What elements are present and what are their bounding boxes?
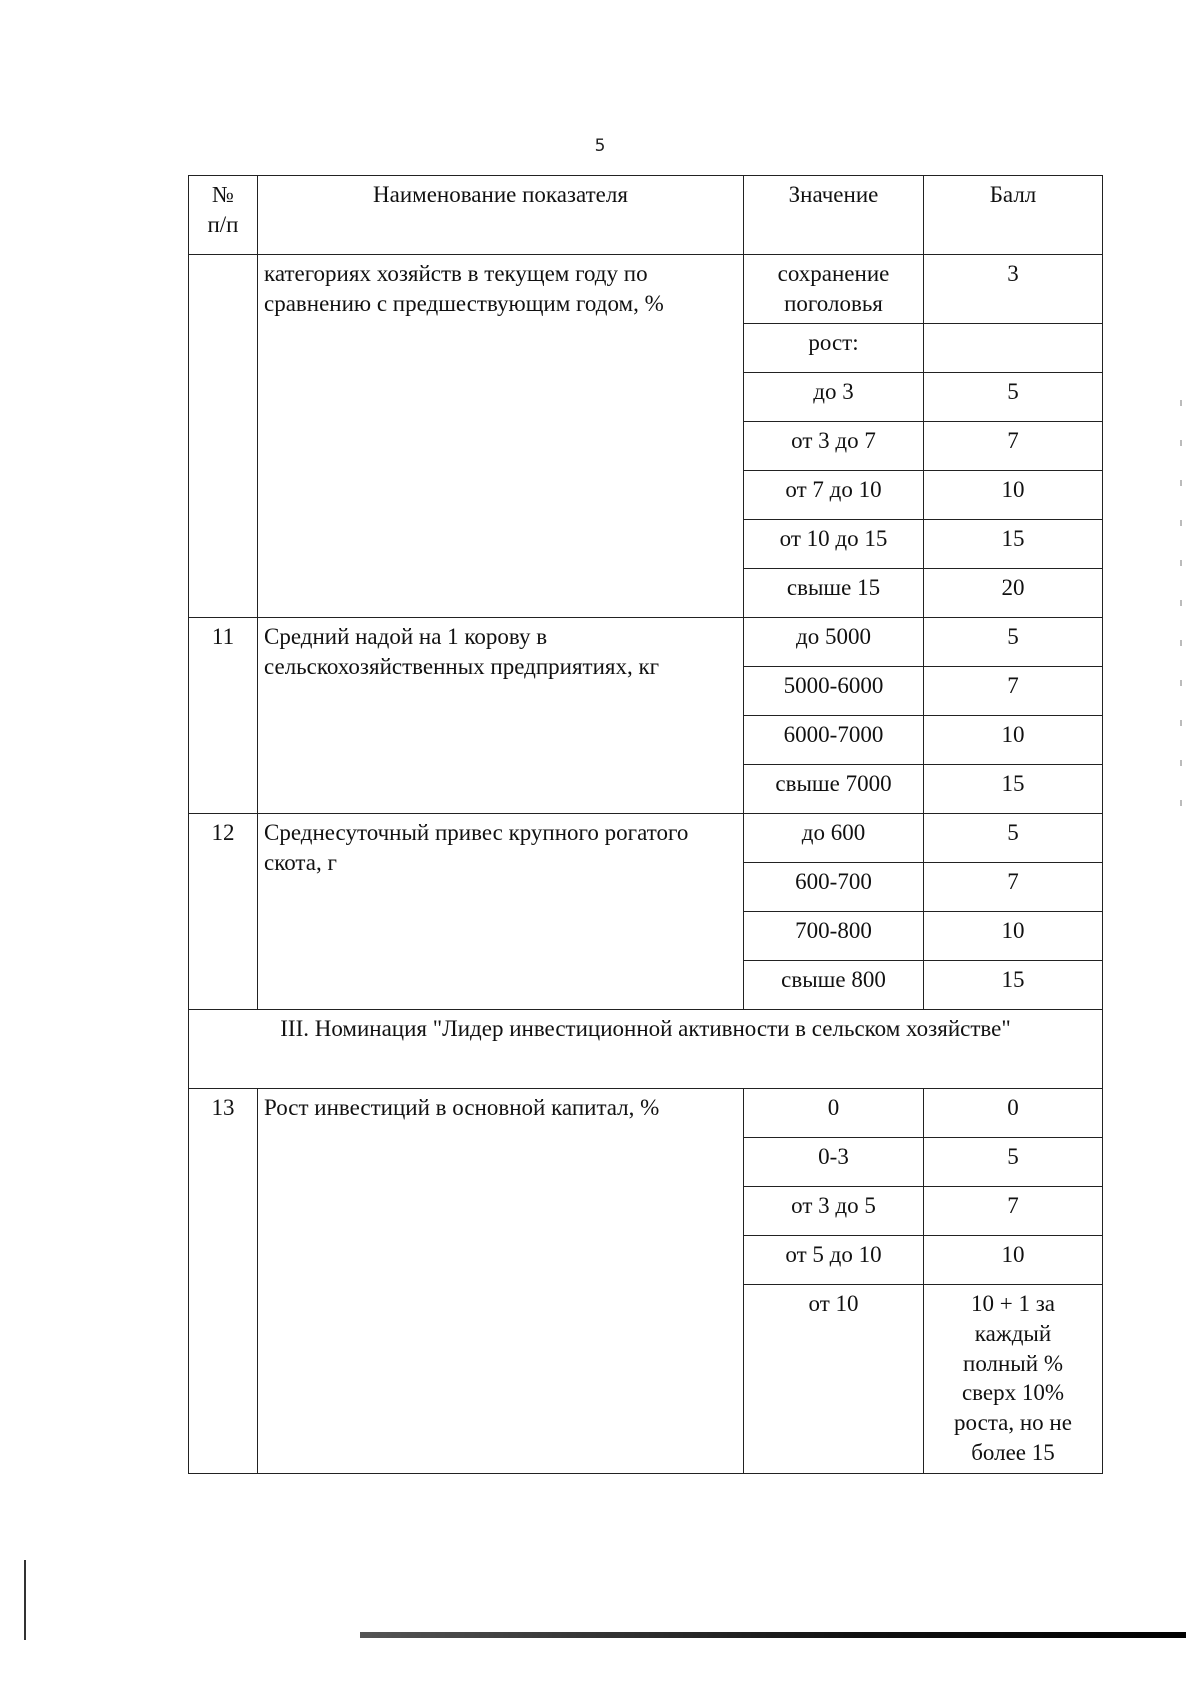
row-num-cell: 11 <box>189 617 258 813</box>
page-number: 5 <box>594 136 606 156</box>
score-cell: 7 <box>924 421 1103 470</box>
score-cell: 10 <box>924 911 1103 960</box>
score-cell: 15 <box>924 960 1103 1009</box>
indicator-name: Рост инвестиций в основной капитал, % <box>258 1088 744 1473</box>
score-cell: 7 <box>924 862 1103 911</box>
score-cell <box>924 323 1103 372</box>
value-cell: свыше 800 <box>744 960 924 1009</box>
score-cell: 15 <box>924 764 1103 813</box>
score-cell: 10 <box>924 470 1103 519</box>
header-name: Наименование показателя <box>258 176 744 255</box>
scan-edge-mark <box>24 1560 26 1640</box>
value-cell: от 10 до 15 <box>744 519 924 568</box>
score-cell: 10 + 1 за каждый полный % сверх 10% роста, но не более 15 <box>924 1284 1103 1473</box>
section-title: III. Номинация "Лидер инвестиционной активности в сельском хозяйстве" <box>189 1009 1103 1088</box>
indicator-name: Средний надой на 1 корову в сельскохозяйственных предприятиях, кг <box>258 617 744 813</box>
criteria-table <box>188 175 1103 1474</box>
value-cell: до 5000 <box>744 617 924 666</box>
section-heading-row <box>189 1009 1103 1088</box>
scan-bottom-bar <box>360 1632 1186 1638</box>
indicator-name: Среднесуточный привес крупного рогатого скота, г <box>258 813 744 1009</box>
value-cell: 600-700 <box>744 862 924 911</box>
score-cell: 10 <box>924 1235 1103 1284</box>
header-score: Балл <box>924 176 1103 255</box>
value-cell: от 3 до 7 <box>744 421 924 470</box>
row-num-cell <box>189 255 258 618</box>
value-cell: от 10 <box>744 1284 924 1473</box>
header-value: Значение <box>744 176 924 255</box>
header-num-text: № п/п <box>207 182 239 237</box>
score-cell: 5 <box>924 813 1103 862</box>
scan-edge-marks <box>1180 400 1182 820</box>
value-cell: от 3 до 5 <box>744 1186 924 1235</box>
score-cell: 7 <box>924 1186 1103 1235</box>
value-cell: от 5 до 10 <box>744 1235 924 1284</box>
value-cell: 0-3 <box>744 1137 924 1186</box>
score-cell: 20 <box>924 568 1103 617</box>
score-cell: 5 <box>924 372 1103 421</box>
value-cell: до 600 <box>744 813 924 862</box>
value-cell: 5000-6000 <box>744 666 924 715</box>
table-row <box>189 255 1103 324</box>
value-cell: 0 <box>744 1088 924 1137</box>
value-cell: до 3 <box>744 372 924 421</box>
indicator-name: категориях хозяйств в текущем году по сравнению с предшествующим годом, % <box>258 255 744 618</box>
value-cell: 700-800 <box>744 911 924 960</box>
score-cell: 5 <box>924 1137 1103 1186</box>
header-num <box>189 176 258 255</box>
value-cell: сохранение поголовья <box>744 255 924 324</box>
value-cell: рост: <box>744 323 924 372</box>
score-cell: 5 <box>924 617 1103 666</box>
score-cell: 3 <box>924 255 1103 324</box>
table-row <box>189 617 1103 666</box>
row-num-cell: 12 <box>189 813 258 1009</box>
score-cell: 15 <box>924 519 1103 568</box>
value-cell: от 7 до 10 <box>744 470 924 519</box>
value-cell: 6000-7000 <box>744 715 924 764</box>
score-cell: 0 <box>924 1088 1103 1137</box>
table-row <box>189 813 1103 862</box>
table-row <box>189 1088 1103 1137</box>
value-cell: свыше 15 <box>744 568 924 617</box>
score-cell: 10 <box>924 715 1103 764</box>
score-cell: 7 <box>924 666 1103 715</box>
table-header-row <box>189 176 1103 255</box>
value-cell: свыше 7000 <box>744 764 924 813</box>
row-num-cell: 13 <box>189 1088 258 1473</box>
